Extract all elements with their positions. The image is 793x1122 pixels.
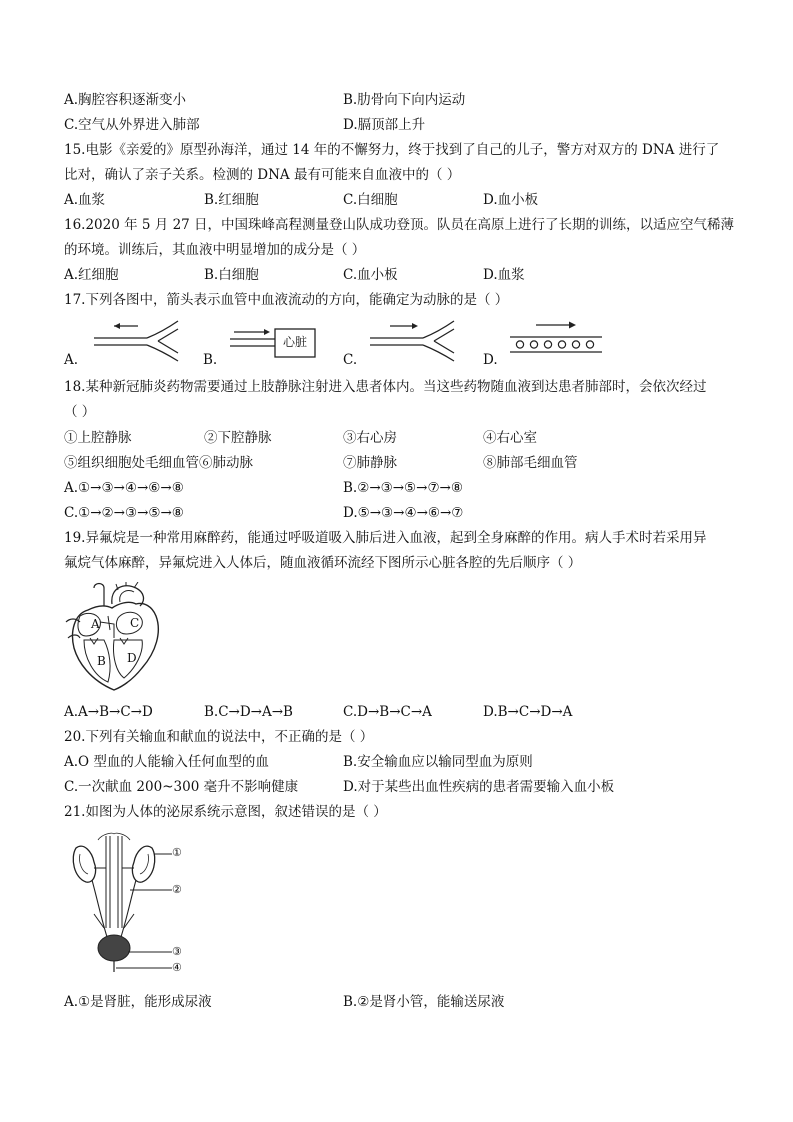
q18-option-c[interactable]: C.①→②→③→⑤→⑧ <box>64 505 184 521</box>
q18-option-d[interactable]: D.⑤→③→④→⑥→⑦ <box>343 505 464 521</box>
vessel-diverging-icon <box>92 318 184 364</box>
heart-chamber-a-label: A <box>91 617 100 631</box>
q18-item-2: ②下腔静脉 <box>204 430 272 446</box>
q18-item-1: ①上腔静脉 <box>64 430 132 446</box>
q17-figure-b <box>230 328 322 360</box>
urinary-system-icon <box>68 832 188 978</box>
q15-option-a[interactable]: A.血浆 <box>64 192 106 208</box>
q21-option-b[interactable]: B.②是肾小管，能输送尿液 <box>343 994 505 1010</box>
heart-chamber-d-label: D <box>127 651 137 665</box>
q17-figure-d <box>508 320 604 356</box>
heart-chamber-b-label: B <box>97 654 106 668</box>
heart-chamber-c-label: C <box>130 616 140 630</box>
heart-box-label: 心脏 <box>283 335 308 349</box>
q21-option-a[interactable]: A.①是肾脏，能形成尿液 <box>64 994 212 1010</box>
q15-option-c[interactable]: C.白细胞 <box>343 192 398 208</box>
q18-item-4: ④右心室 <box>483 430 537 446</box>
q17-figure-c <box>368 318 460 364</box>
urinary-label-4: ④ <box>172 961 182 974</box>
q19-option-d[interactable]: D.B→C→D→A <box>483 704 573 720</box>
q19-option-c[interactable]: C.D→B→C→A <box>343 704 432 720</box>
q20-option-a[interactable]: A.O 型血的人能输入任何血型的血 <box>64 754 269 770</box>
urinary-label-1: ① <box>172 846 182 859</box>
q20-option-d[interactable]: D.对于某些出血性疾病的患者需要输入血小板 <box>343 779 615 795</box>
q17-figure-a <box>92 318 184 364</box>
q14-option-a[interactable]: A.胸腔容积逐渐变小 <box>64 92 187 108</box>
q16-option-c[interactable]: C.血小板 <box>343 267 398 283</box>
q19-stem-line1: 19.异氟烷是一种常用麻醉药，能通过呼吸道吸入肺后进入血液，起到全身麻醉的作用。病人手术时若采用异 <box>64 530 707 546</box>
heart-diagram <box>64 582 170 692</box>
vessel-heart-icon <box>230 328 322 360</box>
q18-stem-line1: 18.某种新冠肺炎药物需要通过上肢静脉注射进入患者体内。当这些药物随血液到达患者肺部时，会依次经过 <box>64 379 707 395</box>
q20-option-b[interactable]: B.安全输血应以输同型血为原则 <box>343 754 533 770</box>
q21-stem: 21.如图为人体的泌尿系统示意图，叙述错误的是（ ） <box>64 804 387 820</box>
q20-stem: 20.下列有关输血和献血的说法中，不正确的是（ ） <box>64 729 374 745</box>
vessel-converging-icon <box>368 318 460 364</box>
q14-option-d[interactable]: D.膈顶部上升 <box>343 117 426 133</box>
q16-option-d[interactable]: D.血浆 <box>483 267 525 283</box>
q18-item-5-6: ⑤组织细胞处毛细血管⑥肺动脉 <box>64 455 253 471</box>
q16-option-a[interactable]: A.红细胞 <box>64 267 119 283</box>
q19-stem-line2: 氟烷气体麻醉，异氟烷进入人体后，随血液循环流经下图所示心脏各腔的先后顺序（ ） <box>64 555 582 571</box>
q15-stem-line1: 15.电影《亲爱的》原型孙海洋，通过 14 年的不懈努力，终于找到了自己的儿子，警方对双方的 DNA 进行了 <box>64 142 720 158</box>
urinary-system-diagram <box>68 832 188 978</box>
q16-stem-line1: 16.2020 年 5 月 27 日，中国珠峰高程测量登山队成功登顶。队员在高原上进行了长期的训练，以适应空气稀薄 <box>64 217 735 233</box>
q15-option-b[interactable]: B.红细胞 <box>204 192 259 208</box>
q18-stem-line2: （ ） <box>64 404 96 420</box>
q18-item-8: ⑧肺部毛细血管 <box>483 455 578 471</box>
urinary-label-2: ② <box>172 883 182 896</box>
q18-option-b[interactable]: B.②→③→⑤→⑦→⑧ <box>343 480 463 496</box>
q19-option-a[interactable]: A.A→B→C→D <box>64 704 153 720</box>
q19-option-b[interactable]: B.C→D→A→B <box>204 704 293 720</box>
q17-option-b[interactable]: B. <box>203 352 218 368</box>
q17-option-d[interactable]: D. <box>483 352 498 368</box>
q17-stem: 17.下列各图中，箭头表示血管中血液流动的方向，能确定为动脉的是（ ） <box>64 292 509 308</box>
q16-stem-line2: 的环境。训练后，其血液中明显增加的成分是（ ） <box>64 242 366 258</box>
urinary-label-3: ③ <box>172 945 182 958</box>
q15-option-d[interactable]: D.血小板 <box>483 192 539 208</box>
q17-option-c[interactable]: C. <box>343 352 358 368</box>
q18-option-a[interactable]: A.①→③→④→⑥→⑧ <box>64 480 184 496</box>
q16-option-b[interactable]: B.白细胞 <box>204 267 259 283</box>
q17-option-a[interactable]: A. <box>64 352 79 368</box>
q14-option-b[interactable]: B.肋骨向下向内运动 <box>343 92 466 108</box>
q20-option-c[interactable]: C.一次献血 200~300 毫升不影响健康 <box>64 779 299 795</box>
heart-icon <box>64 582 170 692</box>
q15-stem-line2: 比对，确认了亲子关系。检测的 DNA 最有可能来自血液中的（ ） <box>64 167 461 183</box>
q18-item-7: ⑦肺静脉 <box>343 455 397 471</box>
q18-item-3: ③右心房 <box>343 430 397 446</box>
capillary-cells-icon <box>508 320 604 356</box>
q14-option-c[interactable]: C.空气从外界进入肺部 <box>64 117 200 133</box>
